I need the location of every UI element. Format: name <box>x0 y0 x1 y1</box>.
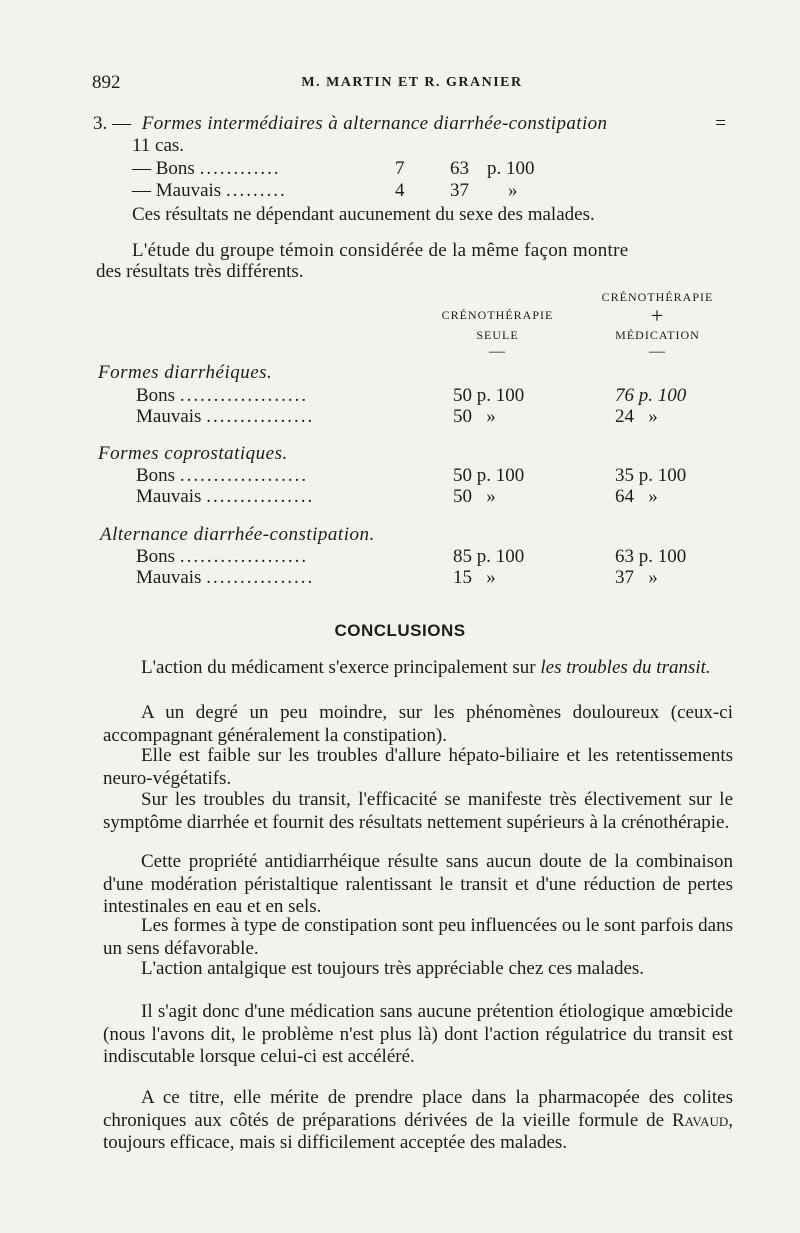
col2-rule: — <box>649 343 666 360</box>
row-label: — Mauvais <box>132 180 222 201</box>
row-percent: 37 <box>450 180 469 201</box>
table-row <box>136 406 314 428</box>
group-title: Formes coprostatiques. <box>98 443 288 464</box>
equals-sign: = <box>715 113 726 134</box>
cell-medication: 76 p. 100 <box>615 385 687 406</box>
cell-crenotherapie: 50 » <box>453 486 496 507</box>
conclusion-paragraph: Sur les troubles du transit, l'efficacité se manifeste très électivement sur le symptôme diarrhée et fournit des résultats nettement supérieurs à la crénothérapie. <box>103 789 733 833</box>
table-row <box>136 567 314 589</box>
leader-dots: ................ <box>206 486 315 507</box>
section-3-heading <box>93 113 726 135</box>
col2-header-line1: CRÉNOTHÉRAPIE <box>601 290 714 304</box>
leader-dots: ................ <box>206 406 315 427</box>
leader-dots: ................... <box>179 385 309 406</box>
row-label: Bons <box>136 385 176 406</box>
table-row <box>136 546 308 568</box>
table-row <box>136 465 308 487</box>
row-count: 7 <box>395 158 405 179</box>
emphasis-text: les troubles du transit. <box>540 657 711 678</box>
leader-dots: ......... <box>225 180 287 201</box>
intro-line-2: des résultats très différents. <box>96 261 304 282</box>
row-label: Mauvais <box>136 567 202 588</box>
cell-crenotherapie: 50 p. 100 <box>453 465 525 486</box>
leader-dots: ................... <box>179 465 309 486</box>
col2-header-plus: + <box>650 303 665 328</box>
paragraph-text: , toujours efficace, mais si difficilement acceptée des malades. <box>103 1109 733 1153</box>
row-unit: » <box>508 180 518 201</box>
intro-line-1: L'étude du groupe témoin considérée de la même façon montre <box>132 240 629 261</box>
cell-medication: 37 » <box>615 567 658 588</box>
section-number: 3. — <box>93 113 131 134</box>
result-row <box>132 180 287 202</box>
page-number: 892 <box>92 72 121 93</box>
cell-medication: 63 p. 100 <box>615 546 687 567</box>
author-name: Ravaud <box>671 1109 729 1131</box>
paragraph-text: L'action du médicament s'exerce principalement sur <box>141 657 541 678</box>
paragraph-text: A ce titre, elle mérite de prendre place dans la pharmacopée des colites chroniques aux côtés de préparations dérivées de la vieille formule de <box>103 1087 733 1131</box>
cell-medication: 64 » <box>615 486 658 507</box>
leader-dots: ................... <box>179 546 309 567</box>
conclusion-paragraph: Les formes à type de constipation sont peu influencées ou le sont parfois dans un sens défavorable. <box>103 915 733 959</box>
conclusion-paragraph: Il s'agit donc d'une médication sans aucune prétention étiologique amœbicide (nous l'avons dit, le problème n'est plus là) dont l'action régulatrice du transit est indiscutable lorsque celui-ci est accéléré. <box>103 1001 733 1067</box>
page-header <box>92 72 732 96</box>
row-label: Bons <box>136 546 176 567</box>
running-head: M. MARTIN ET R. GRANIER <box>301 75 523 90</box>
col2-header-line2: MÉDICATION <box>615 328 700 342</box>
col1-rule: — <box>489 343 506 360</box>
section-3-cases: 11 cas. <box>132 135 185 156</box>
conclusion-paragraph: Cette propriété antidiarrhéique résulte sans aucun doute de la combinaison d'une modération péristaltique ralentissant le transit et d'une réduction de pertes intestinales en eau et en sels. <box>103 851 733 917</box>
conclusion-paragraph <box>103 1087 733 1155</box>
cell-medication: 24 » <box>615 406 658 427</box>
leader-dots: ................ <box>206 567 315 588</box>
section-3-note: Ces résultats ne dépendant aucunement du sexe des malades. <box>132 204 595 225</box>
row-percent: 63 <box>450 158 469 179</box>
cell-crenotherapie: 50 p. 100 <box>453 385 525 406</box>
result-row <box>132 158 281 180</box>
conclusion-paragraph: Elle est faible sur les troubles d'allure hépato-biliaire et les retentissements neuro-végétatifs. <box>103 745 733 789</box>
cell-crenotherapie: 85 p. 100 <box>453 546 525 567</box>
row-label: Mauvais <box>136 486 202 507</box>
group-title: Formes diarrhéiques. <box>98 362 273 383</box>
conclusion-paragraph: L'action antalgique est toujours très appréciable chez ces malades. <box>141 958 645 979</box>
conclusion-paragraph: A un degré un peu moindre, sur les phénomènes douloureux (ceux-ci accompagnant généralement la constipation). <box>103 702 733 746</box>
row-label: — Bons <box>132 158 195 179</box>
table-row <box>136 385 308 407</box>
row-unit: p. 100 <box>487 158 535 179</box>
conclusion-paragraph <box>103 657 733 680</box>
conclusions-heading: CONCLUSIONS <box>334 621 466 640</box>
col1-header-line1: CRÉNOTHÉRAPIE <box>441 308 554 322</box>
row-count: 4 <box>395 180 405 201</box>
cell-crenotherapie: 15 » <box>453 567 496 588</box>
leader-dots: ............ <box>199 158 281 179</box>
cell-medication: 35 p. 100 <box>615 465 687 486</box>
table-row <box>136 486 314 508</box>
group-title: Alternance diarrhée-constipation. <box>100 524 375 545</box>
row-label: Bons <box>136 465 176 486</box>
section-title: Formes intermédiaires à alternance diarrhée-constipation <box>141 113 608 134</box>
cell-crenotherapie: 50 » <box>453 406 496 427</box>
col1-header-line2: SEULE <box>476 328 519 342</box>
row-label: Mauvais <box>136 406 202 427</box>
